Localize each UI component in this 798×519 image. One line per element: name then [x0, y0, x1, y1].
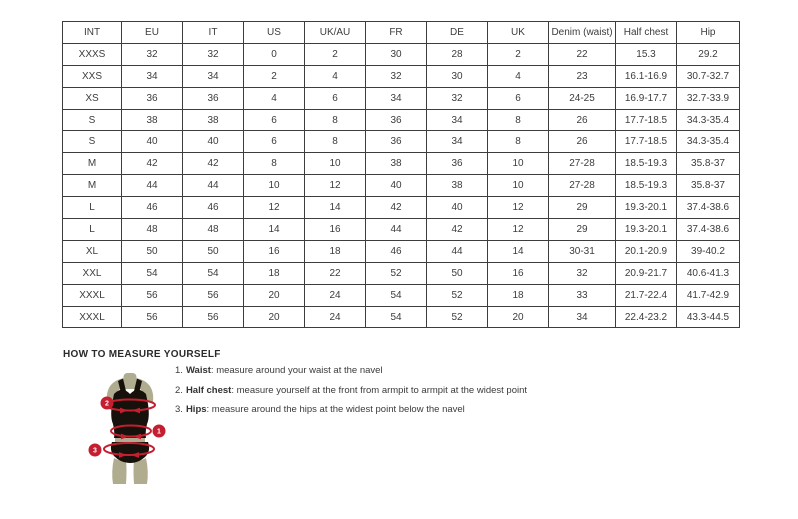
table-cell: 12	[488, 197, 549, 219]
table-cell: 38	[366, 153, 427, 175]
table-cell: 20	[488, 306, 549, 328]
column-header: Hip	[677, 22, 740, 44]
table-cell: 54	[183, 262, 244, 284]
table-cell: 4	[488, 65, 549, 87]
table-cell: XXXL	[63, 306, 122, 328]
table-cell: 34.3-35.4	[677, 109, 740, 131]
table-cell: 16.9-17.7	[616, 87, 677, 109]
table-cell: 16	[488, 262, 549, 284]
table-cell: 56	[122, 306, 183, 328]
table-cell: 52	[366, 262, 427, 284]
size-chart-body	[63, 43, 740, 328]
table-cell: 46	[122, 197, 183, 219]
table-cell: 32	[183, 43, 244, 65]
table-cell: 23	[549, 65, 616, 87]
table-cell: 34	[427, 109, 488, 131]
table-row	[63, 262, 740, 284]
table-cell: 28	[427, 43, 488, 65]
table-cell: 32	[427, 87, 488, 109]
size-chart-header	[63, 22, 740, 44]
instruction-text: : measure around the hips at the widest point below the navel	[206, 404, 465, 415]
chest-badge-number: 2	[105, 400, 109, 408]
table-cell: XXS	[63, 65, 122, 87]
table-cell: M	[63, 175, 122, 197]
table-cell: 6	[244, 109, 305, 131]
table-cell: 20.9-21.7	[616, 262, 677, 284]
table-cell: 20	[244, 306, 305, 328]
table-cell: 2	[244, 65, 305, 87]
table-cell: 40.6-41.3	[677, 262, 740, 284]
table-cell: XL	[63, 240, 122, 262]
table-cell: 37.4-38.6	[677, 197, 740, 219]
table-cell: 8	[305, 109, 366, 131]
instruction-list	[175, 365, 527, 424]
table-cell: 16	[305, 219, 366, 241]
table-cell: 30.7-32.7	[677, 65, 740, 87]
table-cell: 26	[549, 109, 616, 131]
table-cell: XXL	[63, 262, 122, 284]
table-cell: 27-28	[549, 153, 616, 175]
table-cell: 26	[549, 131, 616, 153]
table-cell: 19.3-20.1	[616, 197, 677, 219]
size-chart-table	[62, 21, 740, 328]
column-header: UK/AU	[305, 22, 366, 44]
table-row	[63, 131, 740, 153]
table-cell: 17.7-18.5	[616, 109, 677, 131]
table-cell: XS	[63, 87, 122, 109]
table-cell: 32	[549, 262, 616, 284]
table-cell: 10	[488, 175, 549, 197]
table-cell: 42	[183, 153, 244, 175]
column-header: Half chest	[616, 22, 677, 44]
table-cell: 48	[183, 219, 244, 241]
instruction-number: 3.	[175, 404, 183, 415]
table-row	[63, 197, 740, 219]
table-cell: 43.3-44.5	[677, 306, 740, 328]
swimsuit-top	[111, 390, 149, 438]
table-cell: 36	[366, 131, 427, 153]
table-cell: 30-31	[549, 240, 616, 262]
table-cell: 21.7-22.4	[616, 284, 677, 306]
table-cell: 32.7-33.9	[677, 87, 740, 109]
table-row	[63, 219, 740, 241]
table-cell: 8	[488, 131, 549, 153]
table-cell: 44	[183, 175, 244, 197]
table-cell: 4	[244, 87, 305, 109]
table-row	[63, 240, 740, 262]
header-row	[63, 22, 740, 44]
table-cell: 30	[366, 43, 427, 65]
table-row	[63, 306, 740, 328]
table-cell: 40	[183, 131, 244, 153]
table-cell: 6	[488, 87, 549, 109]
table-cell: 40	[366, 175, 427, 197]
instruction-label: Waist	[185, 365, 211, 376]
measure-section	[63, 349, 603, 499]
table-cell: 36	[183, 87, 244, 109]
table-cell: 22	[549, 43, 616, 65]
table-cell: 12	[244, 197, 305, 219]
table-cell: 56	[183, 284, 244, 306]
table-cell: 44	[122, 175, 183, 197]
measure-title: HOW TO MEASURE YOURSELF	[63, 349, 221, 360]
table-cell: 10	[244, 175, 305, 197]
table-cell: 18	[244, 262, 305, 284]
table-cell: 24-25	[549, 87, 616, 109]
instruction-text: : measure yourself at the front from armpit to armpit at the widest point	[231, 384, 528, 396]
table-cell: 46	[183, 197, 244, 219]
table-cell: 24	[305, 284, 366, 306]
instruction-item-hips	[175, 404, 527, 416]
table-cell: 32	[122, 43, 183, 65]
table-cell: 14	[488, 240, 549, 262]
column-header: FR	[366, 22, 427, 44]
table-cell: 0	[244, 43, 305, 65]
table-cell: 10	[488, 153, 549, 175]
column-header: IT	[183, 22, 244, 44]
table-cell: 6	[244, 131, 305, 153]
table-cell: 54	[366, 284, 427, 306]
table-cell: XXXL	[63, 284, 122, 306]
column-header: DE	[427, 22, 488, 44]
table-cell: 16	[244, 240, 305, 262]
instruction-label: Hips	[185, 404, 207, 415]
mannequin-figure-icon	[88, 372, 168, 486]
table-cell: 30	[427, 65, 488, 87]
table-cell: 52	[427, 284, 488, 306]
table-cell: 34	[122, 65, 183, 87]
table-row	[63, 109, 740, 131]
instruction-number: 1.	[175, 365, 183, 376]
table-cell: 20.1-20.9	[616, 240, 677, 262]
table-cell: 56	[122, 284, 183, 306]
table-cell: 18	[305, 240, 366, 262]
table-row	[63, 87, 740, 109]
table-cell: 44	[427, 240, 488, 262]
table-cell: 38	[183, 109, 244, 131]
table-cell: 4	[305, 65, 366, 87]
table-cell: 12	[305, 175, 366, 197]
table-cell: 46	[366, 240, 427, 262]
table-cell: 38	[427, 175, 488, 197]
table-cell: 20	[244, 284, 305, 306]
instruction-text: : measure around your waist at the navel	[210, 365, 383, 376]
table-row	[63, 43, 740, 65]
table-cell: 10	[305, 153, 366, 175]
table-cell: 18.5-19.3	[616, 175, 677, 197]
column-header: Denim (waist)	[549, 22, 616, 44]
table-cell: 8	[244, 153, 305, 175]
table-cell: 15.3	[616, 43, 677, 65]
instruction-label: Half chest	[185, 384, 232, 396]
table-row	[63, 175, 740, 197]
table-row	[63, 153, 740, 175]
table-cell: 35.8-37	[677, 175, 740, 197]
table-cell: 29	[549, 219, 616, 241]
table-cell: 29	[549, 197, 616, 219]
table-cell: 39-40.2	[677, 240, 740, 262]
table-cell: 52	[427, 306, 488, 328]
table-cell: 44	[366, 219, 427, 241]
table-cell: 14	[244, 219, 305, 241]
measurement-diagram	[88, 372, 168, 486]
table-cell: 48	[122, 219, 183, 241]
table-cell: XXXS	[63, 43, 122, 65]
table-cell: S	[63, 131, 122, 153]
table-cell: 34	[549, 306, 616, 328]
table-cell: 54	[122, 262, 183, 284]
instruction-item-half-chest	[175, 385, 527, 397]
table-cell: 29.2	[677, 43, 740, 65]
table-cell: L	[63, 197, 122, 219]
column-header: UK	[488, 22, 549, 44]
table-cell: 6	[305, 87, 366, 109]
table-cell: 2	[305, 43, 366, 65]
column-header: INT	[63, 22, 122, 44]
table-row	[63, 284, 740, 306]
table-cell: 54	[366, 306, 427, 328]
table-row	[63, 65, 740, 87]
table-cell: 34	[183, 65, 244, 87]
column-header: EU	[122, 22, 183, 44]
table-cell: 16.1-16.9	[616, 65, 677, 87]
instruction-item-waist	[175, 365, 527, 377]
table-cell: 35.8-37	[677, 153, 740, 175]
table-cell: 34	[427, 131, 488, 153]
table-cell: 36	[122, 87, 183, 109]
table-cell: 14	[305, 197, 366, 219]
table-cell: 8	[488, 109, 549, 131]
table-cell: 18	[488, 284, 549, 306]
table-cell: 37.4-38.6	[677, 219, 740, 241]
table-cell: 2	[488, 43, 549, 65]
table-cell: 36	[366, 109, 427, 131]
table-cell: 41.7-42.9	[677, 284, 740, 306]
hips-badge-number: 3	[93, 447, 97, 455]
table-cell: 40	[122, 131, 183, 153]
table-cell: L	[63, 219, 122, 241]
table-cell: 22.4-23.2	[616, 306, 677, 328]
waist-badge-number: 1	[157, 428, 161, 436]
table-cell: 42	[366, 197, 427, 219]
table-cell: 50	[183, 240, 244, 262]
table-cell: S	[63, 109, 122, 131]
table-cell: 22	[305, 262, 366, 284]
table-cell: 32	[366, 65, 427, 87]
table-cell: 18.5-19.3	[616, 153, 677, 175]
table-cell: 34	[366, 87, 427, 109]
table-cell: 19.3-20.1	[616, 219, 677, 241]
table-cell: 40	[427, 197, 488, 219]
table-cell: 27-28	[549, 175, 616, 197]
table-cell: 42	[427, 219, 488, 241]
table-cell: 36	[427, 153, 488, 175]
table-cell: 8	[305, 131, 366, 153]
table-cell: 50	[427, 262, 488, 284]
table-cell: 17.7-18.5	[616, 131, 677, 153]
table-cell: 12	[488, 219, 549, 241]
column-header: US	[244, 22, 305, 44]
instruction-number: 2.	[175, 384, 183, 396]
table-cell: 56	[183, 306, 244, 328]
table-cell: 33	[549, 284, 616, 306]
table-cell: 50	[122, 240, 183, 262]
table-cell: 24	[305, 306, 366, 328]
table-cell: 34.3-35.4	[677, 131, 740, 153]
table-cell: M	[63, 153, 122, 175]
table-cell: 38	[122, 109, 183, 131]
table-cell: 42	[122, 153, 183, 175]
